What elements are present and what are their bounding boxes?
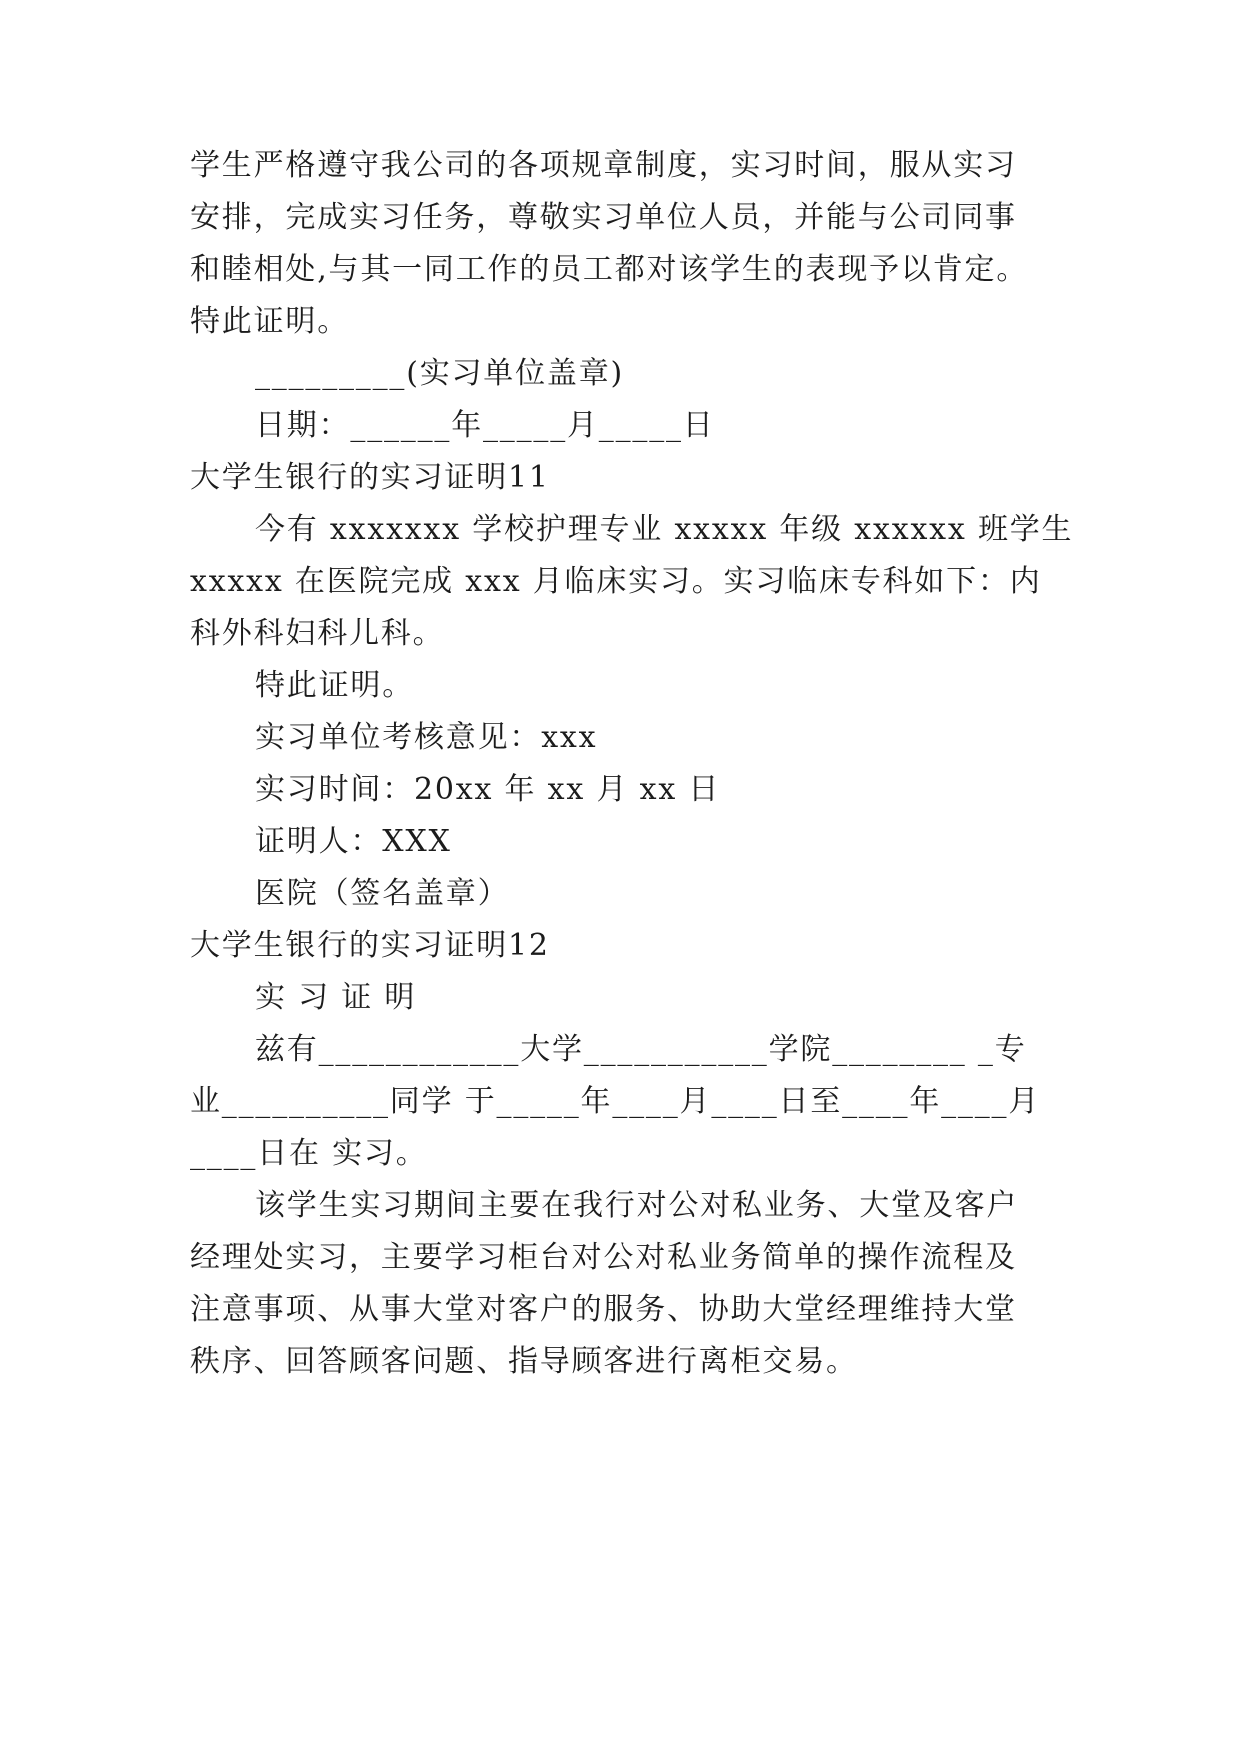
review-opinion-line: 实习单位考核意见：xxx [255, 720, 598, 755]
paragraph-line: 今有 xxxxxxx 学校护理专业 xxxxx 年级 xxxxxx 班学生 [255, 512, 1074, 547]
witness-line: 证明人：XXX [255, 824, 452, 859]
signature-line: 医院（签名盖章） [255, 876, 510, 911]
closing-line: 特此证明。 [190, 304, 349, 339]
seal-line: _________(实习单位盖章) [255, 356, 625, 391]
paragraph-line: 注意事项、从事大堂对客户的服务、协助大堂经理维持大堂 [190, 1292, 1017, 1327]
paragraph-line: 和睦相处,与其一同工作的员工都对该学生的表现予以肯定。 [190, 252, 1029, 287]
section-title: 大学生银行的实习证明12 [190, 928, 550, 963]
section-title: 大学生银行的实习证明11 [190, 460, 550, 495]
paragraph-line: 兹有____________大学___________学院________ _专 [255, 1032, 1027, 1067]
paragraph-line: 安排，完成实习任务，尊敬实习单位人员，并能与公司同事 [190, 200, 1017, 235]
paragraph-line: ____日在 实习。 [190, 1136, 428, 1171]
closing-line: 特此证明。 [255, 668, 414, 703]
paragraph-line: 学生严格遵守我公司的各项规章制度，实习时间，服从实习 [190, 148, 1017, 183]
date-line: 日期：______年_____月_____日 [255, 408, 715, 443]
paragraph-line: 秩序、回答顾客问题、指导顾客进行离柜交易。 [190, 1344, 858, 1379]
internship-time-line: 实习时间：20xx 年 xx 月 xx 日 [255, 772, 721, 807]
paragraph-line: xxxxx 在医院完成 xxx 月临床实习。实习临床专科如下：内 [190, 564, 1042, 599]
paragraph-line: 该学生实习期间主要在我行对公对私业务、大堂及客户 [255, 1188, 1019, 1223]
paragraph-line: 业__________同学 于_____年____月____日至____年____月 [190, 1084, 1041, 1119]
paragraph-line: 经理处实习，主要学习柜台对公对私业务简单的操作流程及 [190, 1240, 1017, 1275]
paragraph-line: 科外科妇科儿科。 [190, 616, 445, 651]
certificate-heading: 实 习 证 明 [255, 980, 417, 1015]
